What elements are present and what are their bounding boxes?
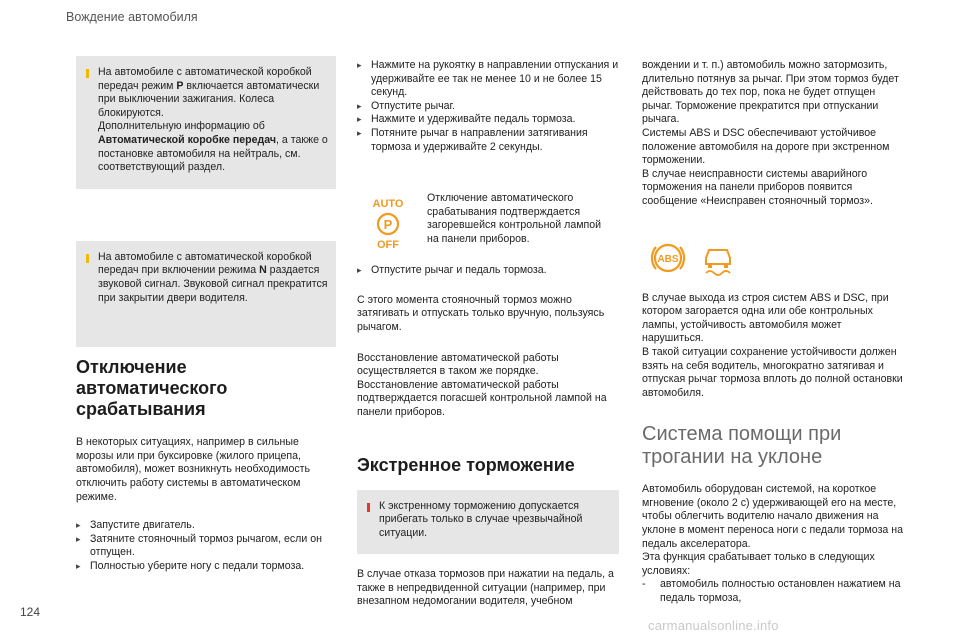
note-marker: [86, 254, 89, 263]
list-item: ▸ Нажмите на рукоятку в направлении отпускания и удерживайте ее так не менее 10 и не более 15 секунд.: [357, 59, 619, 100]
svg-text:P: P: [383, 217, 393, 233]
paragraph: вождении и т. п.) автомобиль можно затормозить, длительно потянув за рычаг. При этом тормоз будет действовать до тех пор, пока не будет отпущен рычаг. Торможение прекратится при отпускании рычага.: [642, 59, 899, 126]
warning-marker: [367, 503, 370, 512]
paragraph: В некоторых ситуациях, например в сильные морозы или при буксировке (жилого прицепа, автомобиля), может возникнуть необходимость отключить работу системы в автоматическом режиме.: [76, 436, 311, 503]
paragraph: В случае отказа тормозов при нажатии на педаль, а также в непредвиденной ситуации (например, при внезапном недомогании водителя, учебном: [357, 568, 614, 608]
paragraph: Системы ABS и DSC обеспечивают устойчивое положение автомобиля на дороге при экстренном торможении.: [642, 126, 890, 167]
list-item: ▸ Потяните рычаг в направлении затягивания тормоза и удерживайте 2 секунды.: [357, 127, 619, 154]
svg-text:OFF: OFF: [377, 239, 399, 252]
note-text: Дополнительную информацию об Автоматической коробке передач, а также о постановке автомобиля на нейтраль, см. соответствующий раздел.: [98, 120, 328, 174]
list-item: ▸ Затяните стояночный тормоз рычагом, если он отпущен.: [76, 533, 336, 560]
svg-text:AUTO: AUTO: [372, 198, 404, 211]
section-heading-light: Система помощи при трогании на уклоне: [642, 423, 842, 469]
section-heading: Экстренное торможение: [357, 454, 575, 475]
warning-icons-row: [648, 238, 904, 278]
paragraph: С этого момента стояночный тормоз можно затягивать и отпускать только вручную, пользуясь рычагом.: [357, 293, 605, 333]
paragraph: Эта функция срабатывает только в следующих условиях:: [642, 551, 875, 577]
note-text: На автомобиле с автоматической коробкой передач при включении режима N раздается звуковой сигнал. Звуковой сигнал прекратится при закрытии двери водителя.: [98, 250, 328, 304]
note-box-neutral-mode: [76, 241, 336, 347]
paragraph: В такой ситуации сохранение устойчивости должен взять на себя водитель, многократно затягивая и отпуская рычаг тормоза вплоть до полной остановки автомобиля.: [642, 345, 903, 399]
column-3: [642, 59, 904, 606]
list-item: ▸ Запустите двигатель.: [76, 519, 336, 533]
steps-list: [357, 264, 619, 278]
auto-off-indicator-row: [357, 192, 619, 256]
warning-text: К экстренному торможению допускается прибегать только в случае чрезвычайной ситуации.: [379, 499, 583, 539]
note-box-park-mode: [76, 56, 336, 189]
auto-park-off-icon: [365, 196, 411, 256]
column-1: [76, 56, 336, 573]
conditions-list: [642, 578, 904, 605]
dsc-warning-icon: [698, 238, 738, 278]
paragraph: В случае неисправности системы аварийного торможения на панели приборов появится сообщение «Неисправен стояночный тормоз».: [642, 167, 873, 207]
steps-list: [76, 519, 336, 573]
auto-off-text: Отключение автоматического срабатывания подтверждается загоревшейся контрольной лампой на панели приборов.: [427, 192, 602, 245]
list-item: ▸ Полностью уберите ногу с педали тормоза.: [76, 560, 336, 574]
page-number: 124: [20, 605, 41, 619]
steps-list: [357, 59, 619, 154]
list-item: ▸ Отпустите рычаг и педаль тормоза.: [357, 264, 619, 278]
list-item: ▸ Нажмите и удерживайте педаль тормоза.: [357, 113, 619, 127]
warning-box: [357, 490, 619, 555]
list-item: - автомобиль полностью остановлен нажатием на педаль тормоза,: [642, 578, 904, 605]
paragraph: Автомобиль оборудован системой, на короткое мгновение (около 2 с) удерживающей его на месте, чтобы облегчить водителю начало движения на уклоне в момент переноса ноги с педали тормоза на педаль акселератора.: [642, 483, 904, 550]
svg-text:ABS: ABS: [657, 253, 679, 265]
note-text: На автомобиле с автоматической коробкой передач режим P включается автоматически при выключении зажигания. Колеса блокируются.: [98, 66, 320, 119]
watermark: carmanualsonline.info: [648, 618, 779, 633]
paragraph: В случае выхода из строя систем ABS и DSC, при котором загорается одна или обе контрольных лампы, устойчивость автомобиля может нарушиться.: [642, 291, 889, 345]
paragraph: Восстановление автоматической работы осуществляется в таком же порядке. Восстановление автоматической работы подтверждается погасшей контрольной лампой на панели приборов.: [357, 351, 607, 418]
section-heading: Отключение автоматического срабатывания: [76, 357, 228, 420]
abs-warning-icon: [648, 238, 688, 278]
note-marker: [86, 69, 89, 78]
column-2: [357, 59, 619, 616]
list-item: ▸ Отпустите рычаг.: [357, 100, 619, 114]
section-title: Вождение автомобиля: [66, 10, 198, 24]
